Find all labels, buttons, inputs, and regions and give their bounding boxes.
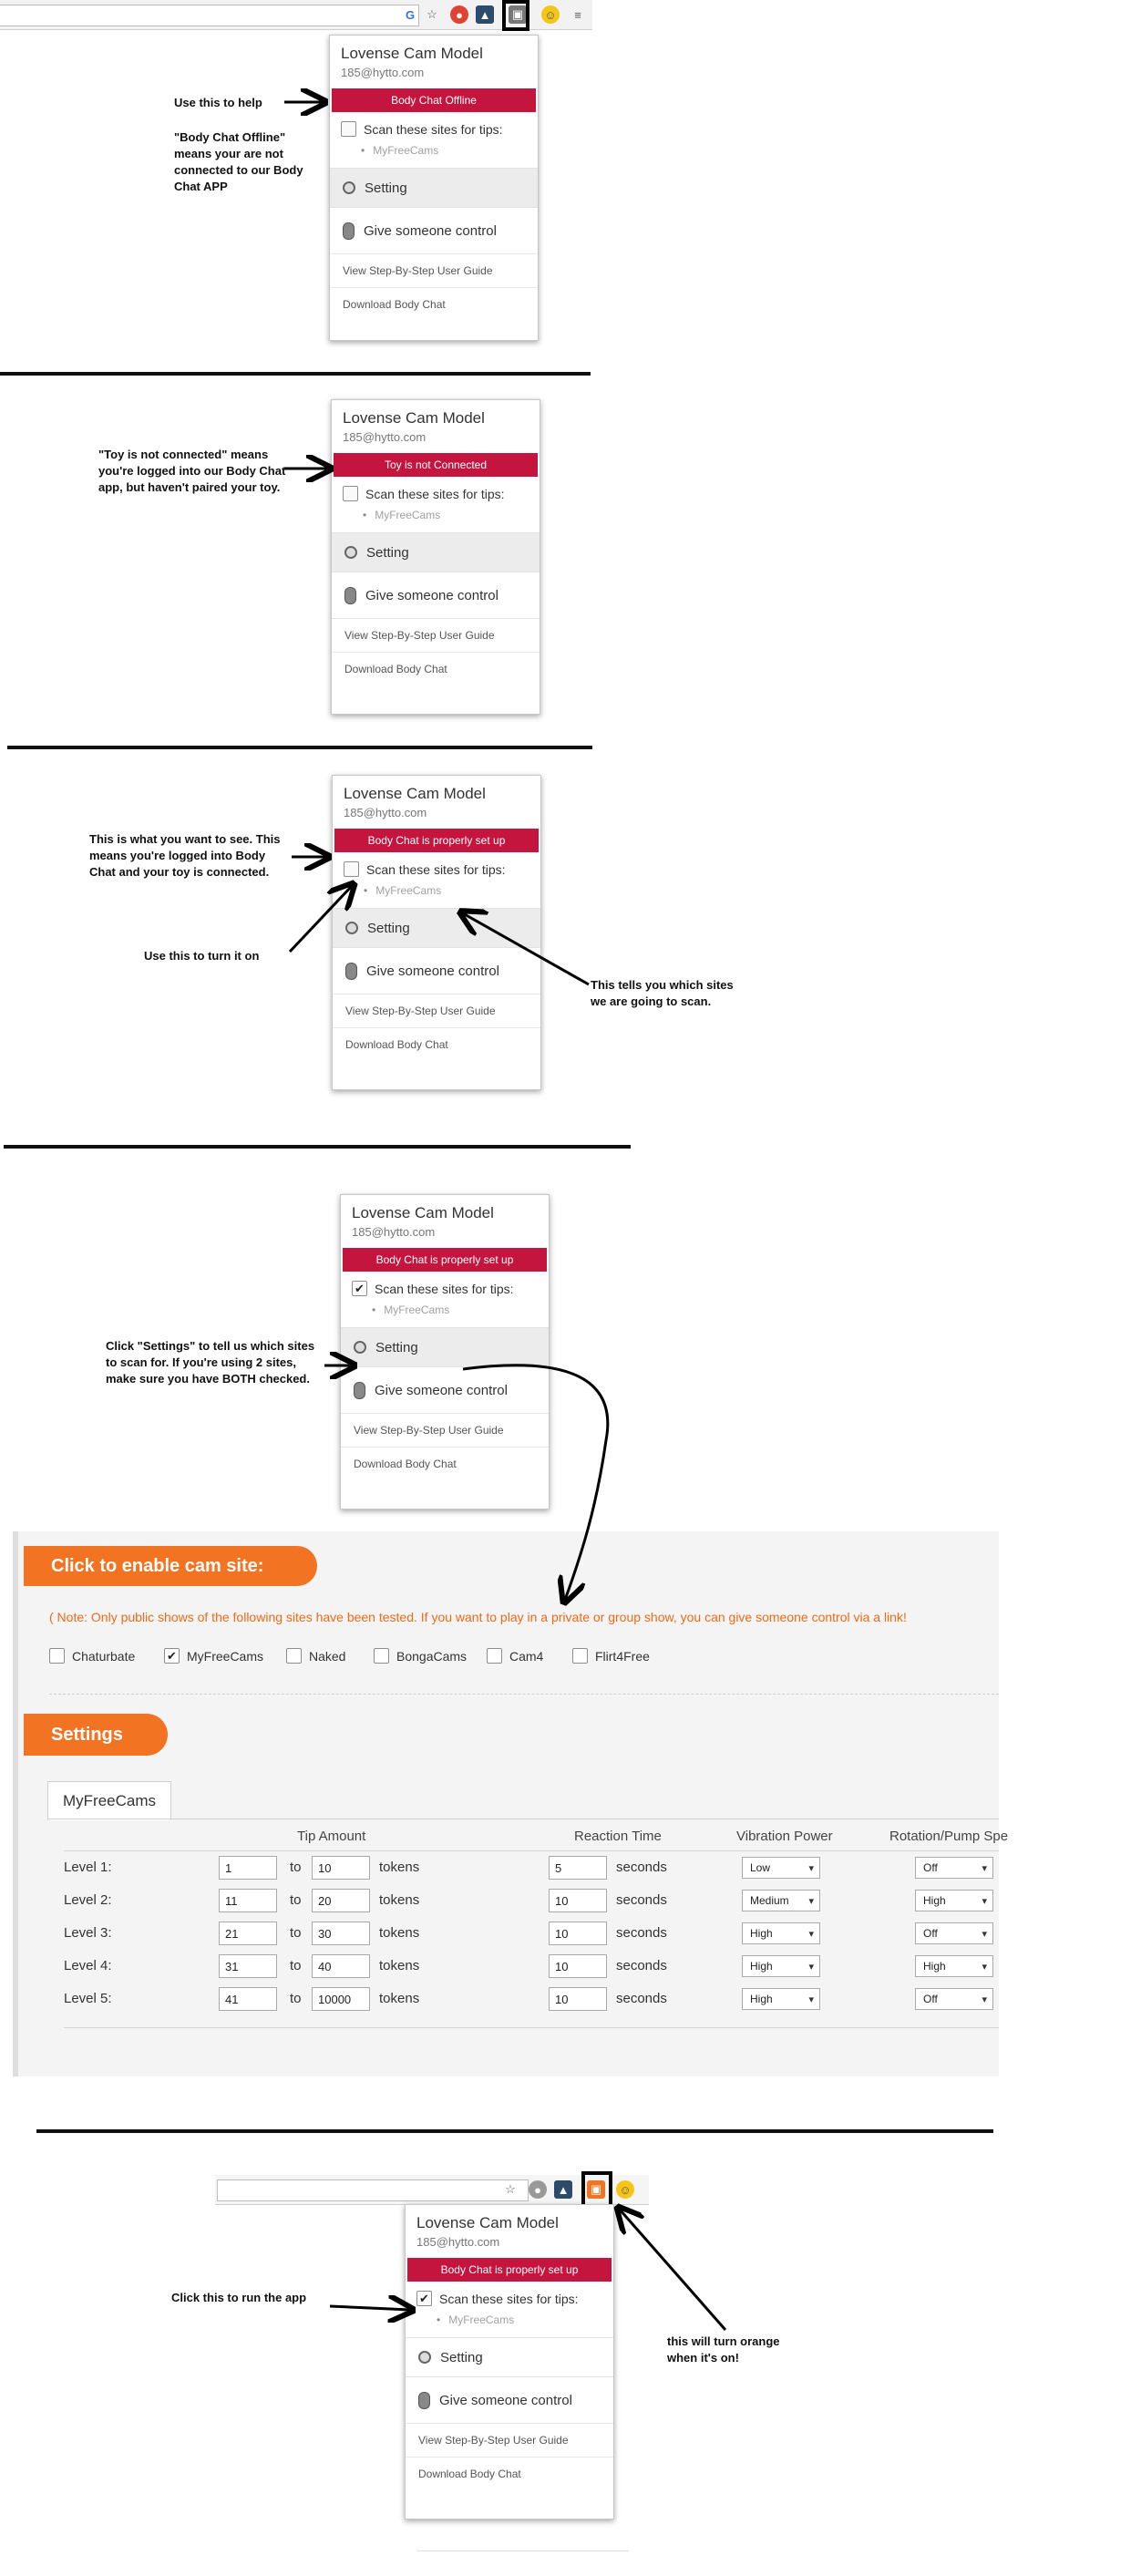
tokens-label: tokens <box>379 1958 420 1973</box>
seconds-label: seconds <box>616 1892 667 1908</box>
reaction-time-input[interactable]: 10 <box>549 1889 607 1912</box>
arrow <box>290 886 352 952</box>
vibration-select[interactable]: High ▾ <box>742 1988 820 2010</box>
tip-max-input[interactable]: 10 <box>312 1856 370 1880</box>
give-control-label: Give someone control <box>365 587 499 603</box>
tip-min-input[interactable]: 1 <box>219 1856 277 1880</box>
site-label: Naked <box>309 1648 346 1664</box>
popup-email: 185@hytto.com <box>341 66 425 79</box>
status-badge: Body Chat Offline <box>332 88 536 112</box>
scan-site-item: • MyFreeCams <box>364 884 529 897</box>
col-vibration-power: Vibration Power <box>736 1829 833 1844</box>
col-tip-amount: Tip Amount <box>297 1829 366 1844</box>
tip-min-input[interactable]: 31 <box>219 1954 277 1978</box>
annotation-use-help: Use this to help <box>174 96 262 109</box>
guide-link[interactable]: View Step-By-Step User Guide <box>406 2424 613 2458</box>
to-label: to <box>290 1991 302 2006</box>
scan-checkbox[interactable]: ✔ <box>352 1281 367 1296</box>
tab-myfreecams[interactable]: MyFreeCams <box>47 1781 171 1820</box>
setting-label: Setting <box>440 2349 483 2365</box>
arrow <box>620 2210 725 2330</box>
guide-link[interactable]: View Step-By-Step User Guide <box>330 254 538 288</box>
annotation-sites-scan: This tells you which sites we are going to scan. <box>591 978 734 1008</box>
scan-label: Scan these sites for tips: <box>364 121 503 137</box>
vibration-select[interactable]: Low ▾ <box>742 1857 820 1879</box>
scan-label: Scan these sites for tips: <box>366 861 506 877</box>
lovense-extension-icon[interactable]: ▣ <box>509 5 527 24</box>
popup-title: Lovense Cam Model <box>343 409 485 427</box>
give-control-label: Give someone control <box>375 1382 508 1398</box>
reaction-time-input[interactable]: 10 <box>549 1922 607 1945</box>
guide-link[interactable]: View Step-By-Step User Guide <box>332 619 540 653</box>
setting-label: Setting <box>367 920 410 936</box>
scan-site-item: • MyFreeCams <box>363 509 529 521</box>
translate-icon[interactable]: G <box>405 7 416 22</box>
site-checkbox[interactable]: ✔ <box>164 1648 180 1664</box>
scan-site-item: • MyFreeCams <box>372 1303 538 1316</box>
tip-min-input[interactable]: 41 <box>219 1987 277 2011</box>
seconds-label: seconds <box>616 1925 667 1941</box>
status-badge: Toy is not Connected <box>334 453 538 477</box>
extension-icon[interactable]: ▲ <box>476 5 494 24</box>
rotation-select[interactable]: Off ▾ <box>915 1988 993 2010</box>
tip-max-input[interactable]: 20 <box>312 1889 370 1912</box>
scan-site-item: • MyFreeCams <box>361 144 527 157</box>
vibration-select[interactable]: Medium ▾ <box>742 1890 820 1911</box>
annotation-toy-not-connected: "Toy is not connected" means you're logged into our Body Chat app, but haven't paired your toy. <box>98 448 286 494</box>
status-badge: Body Chat is properly set up <box>343 1248 547 1272</box>
arrow <box>330 2306 410 2310</box>
scan-label: Scan these sites for tips: <box>439 2291 579 2306</box>
site-label: Chaturbate <box>72 1648 136 1664</box>
download-link[interactable]: Download Body Chat <box>344 663 447 675</box>
level-label: Level 5: <box>64 1991 112 2006</box>
popup-title: Lovense Cam Model <box>344 785 486 802</box>
emoji-icon[interactable]: ☺ <box>616 2180 634 2199</box>
panel-note: ( Note: Only public shows of the following sites have been tested. If you want to play in a private or group show, you can give someone control via a link! <box>49 1610 907 1624</box>
seconds-label: seconds <box>616 1991 667 2006</box>
lovense-extension-icon[interactable]: ▣ <box>587 2180 605 2199</box>
arrow <box>463 1365 608 1600</box>
bookmark-star-icon[interactable]: ☆ <box>427 7 437 21</box>
tip-min-input[interactable]: 21 <box>219 1922 277 1945</box>
menu-icon[interactable]: ≡ <box>574 7 581 22</box>
site-label: Flirt4Free <box>595 1648 650 1664</box>
enable-cam-site-header: Click to enable cam site: <box>24 1546 317 1586</box>
reaction-time-input[interactable]: 10 <box>549 1987 607 2011</box>
status-badge: Body Chat is properly set up <box>334 829 539 852</box>
emoji-icon[interactable]: ☺ <box>541 5 560 24</box>
tip-min-input[interactable]: 11 <box>219 1889 277 1912</box>
download-link[interactable]: Download Body Chat <box>345 1038 448 1051</box>
col-rotation: Rotation/Pump Spe <box>889 1829 1009 1844</box>
to-label: to <box>290 1892 302 1908</box>
annotation-properly-set-up: This is what you want to see. This means you're logged into Body Chat and your toy is connected. <box>89 832 281 879</box>
annotation-settings: Click "Settings" to tell us which sites to scan for. If you're using 2 sites, make sure you have BOTH checked. <box>106 1339 315 1386</box>
arrow <box>463 913 589 984</box>
vibration-select[interactable]: High ▾ <box>742 1922 820 1944</box>
tokens-label: tokens <box>379 1892 420 1908</box>
rotation-select[interactable]: Off ▾ <box>915 1857 993 1879</box>
give-control-label: Give someone control <box>364 222 497 239</box>
popup-email: 185@hytto.com <box>344 806 427 819</box>
download-link[interactable]: Download Body Chat <box>418 2468 521 2480</box>
tokens-label: tokens <box>379 1991 420 2006</box>
popup-title: Lovense Cam Model <box>416 2214 559 2231</box>
extension-icon[interactable]: ● <box>450 5 468 24</box>
popup-title: Lovense Cam Model <box>352 1204 494 1221</box>
site-label: BongaCams <box>396 1648 468 1664</box>
guide-link[interactable]: View Step-By-Step User Guide <box>333 994 540 1028</box>
settings-header: Settings <box>24 1714 168 1756</box>
extension-icon[interactable]: ▲ <box>554 2180 572 2199</box>
extension-icon[interactable]: ● <box>529 2180 547 2199</box>
level-label: Level 1: <box>64 1860 112 1875</box>
popup-email: 185@hytto.com <box>416 2235 500 2249</box>
bookmark-star-icon[interactable]: ☆ <box>505 2182 516 2196</box>
download-link[interactable]: Download Body Chat <box>343 298 446 311</box>
tip-max-input[interactable]: 30 <box>312 1922 370 1945</box>
annotation-turn-on: Use this to turn it on <box>144 949 260 963</box>
tip-max-input[interactable]: 10000 <box>312 1987 370 2011</box>
popup-title: Lovense Cam Model <box>341 45 483 62</box>
guide-link[interactable]: View Step-By-Step User Guide <box>341 1414 549 1448</box>
level-label: Level 3: <box>64 1925 112 1941</box>
scan-label: Scan these sites for tips: <box>365 486 505 501</box>
status-badge: Body Chat is properly set up <box>407 2258 612 2282</box>
level-label: Level 2: <box>64 1892 112 1908</box>
tip-max-input[interactable]: 40 <box>312 1954 370 1978</box>
download-link[interactable]: Download Body Chat <box>354 1458 457 1470</box>
level-label: Level 4: <box>64 1958 112 1973</box>
reaction-time-input[interactable]: 5 <box>549 1856 607 1880</box>
setting-label: Setting <box>365 180 407 196</box>
tokens-label: tokens <box>379 1925 420 1941</box>
annotation-run-app: Click this to run the app <box>171 2291 307 2304</box>
setting-label: Setting <box>375 1339 418 1355</box>
give-control-label: Give someone control <box>366 963 499 979</box>
rotation-select[interactable]: Off ▾ <box>915 1922 993 1944</box>
to-label: to <box>290 1925 302 1941</box>
to-label: to <box>290 1860 302 1875</box>
seconds-label: seconds <box>616 1958 667 1973</box>
site-label: Cam4 <box>509 1648 544 1664</box>
popup-email: 185@hytto.com <box>352 1225 436 1239</box>
rotation-select[interactable]: High ▾ <box>915 1955 993 1977</box>
to-label: to <box>290 1958 302 1973</box>
scan-site-item: • MyFreeCams <box>437 2313 602 2326</box>
site-label: MyFreeCams <box>187 1648 264 1664</box>
reaction-time-input[interactable]: 10 <box>549 1954 607 1978</box>
popup-email: 185@hytto.com <box>343 430 427 444</box>
seconds-label: seconds <box>616 1860 667 1875</box>
col-reaction-time: Reaction Time <box>574 1829 662 1844</box>
setting-label: Setting <box>366 544 409 561</box>
give-control-label: Give someone control <box>439 2392 572 2408</box>
rotation-select[interactable]: High ▾ <box>915 1890 993 1911</box>
tokens-label: tokens <box>379 1860 420 1875</box>
scan-label: Scan these sites for tips: <box>375 1281 514 1296</box>
scan-checkbox[interactable]: ✔ <box>416 2291 432 2306</box>
annotation-offline: "Body Chat Offline" means your are not connected to our Body Chat APP <box>174 130 303 193</box>
vibration-select[interactable]: High ▾ <box>742 1955 820 1977</box>
annotation-turn-orange: this will turn orange when it's on! <box>667 2334 780 2365</box>
